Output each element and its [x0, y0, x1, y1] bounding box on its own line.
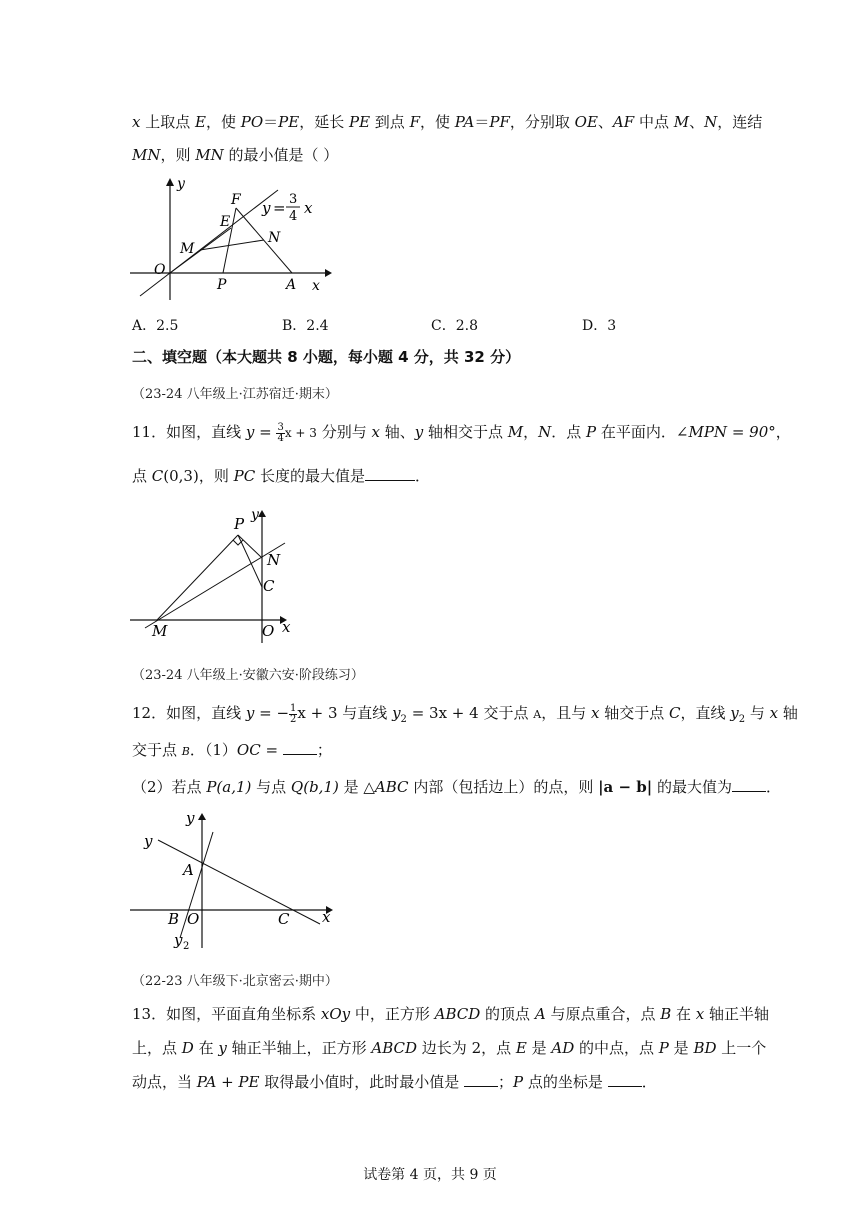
q11-label-P: P — [234, 515, 245, 533]
q10-option-d: D．3 — [582, 318, 617, 334]
q12-text-line1: 12．如图，直线 y = − $\frac{1}{2}$ x + 3 与直线 $y_2 = 3x + 4$ 交于点 A，且与 x 轴交于点 C，直线 $y_2$ 与 x 轴 — [132, 702, 798, 725]
q11-label-x: x — [282, 618, 291, 636]
q10-label-N: N — [268, 230, 281, 246]
q13-text-line3: 动点，当 PA + PE 取得最小值时，此时最小值是 ；P 点的坐标是 ． — [132, 1073, 657, 1091]
q12-source: （23-24 八年级上·安徽六安·阶段练习） — [132, 668, 364, 683]
q10-eq-den: 4 — [289, 209, 298, 224]
q12-label-y-axis: y — [186, 809, 195, 827]
q13-answer-blank-1 — [464, 1072, 498, 1087]
q11-seg-PM — [157, 535, 238, 620]
q10-eq-num: 3 — [289, 192, 298, 207]
q12-label-O: O — [187, 910, 200, 928]
q12-text-line3: （2）若点 P(a,1) 与点 Q(b,1) 是 △ABC 内部（包括边上）的点，则 |a − b| 的最大值为 ． — [132, 778, 782, 796]
q13-text-line1: 13．如图，平面直角坐标系 xOy 中，正方形 ABCD 的顶点 A 与原点重合，点 B 在 x 轴正半轴 — [132, 1005, 770, 1023]
q10-label-M: M — [180, 241, 195, 257]
q12-label-y-line: y — [144, 832, 153, 850]
q12-answer-blank-1 — [283, 740, 317, 755]
q10-line-y34x — [140, 190, 278, 296]
q10-label-x: x — [312, 278, 320, 294]
q11-label-C: C — [263, 577, 275, 595]
q10-figure — [130, 170, 340, 300]
q12-figure — [130, 810, 345, 950]
q12-label-y2-sub: 2 — [183, 941, 190, 952]
q12-label-C: C — [278, 910, 290, 928]
q12-answer-blank-2 — [732, 777, 766, 792]
q11-figure — [130, 505, 310, 645]
q11-text-line1: 11．如图，直线 y = $\frac{3}{4}$ x + 3 分别与 x 轴、y 轴相交于点 M，N．点 P 在平面内．∠MPN = 90°， — [132, 421, 791, 444]
q10-label-F: F — [231, 192, 241, 208]
q13-text-line2: 上，点 D 在 y 轴正半轴上，正方形 ABCD 边长为 2，点 E 是 AD 的中点，点 P 是 BD 上一个 — [132, 1039, 767, 1057]
q11-label-O: O — [262, 622, 275, 640]
section2-title: 二、填空题（本大题共 8 小题，每小题 4 分，共 32 分） — [132, 348, 521, 366]
q11-seg-PN — [238, 535, 262, 558]
q12-label-A: A — [183, 861, 194, 879]
q11-source: （23-24 八年级上·江苏宿迁·期末） — [132, 387, 338, 402]
q10-seg-MN — [200, 240, 264, 250]
q10-text-line2: MN，则 MN 的最小值是（ ） — [132, 146, 339, 164]
q13-answer-blank-2 — [608, 1072, 642, 1087]
q12-line-y1 — [158, 840, 320, 924]
q12-label-y2: y — [174, 931, 183, 949]
q10-option-c: C．2.8 — [431, 318, 478, 334]
q10-option-a: A．2.5 — [132, 318, 179, 334]
q13-source: （22-23 八年级下·北京密云·期中） — [132, 974, 338, 989]
q10-eq-eq: = — [273, 199, 286, 217]
q10-label-y: y — [177, 176, 185, 192]
q10-eq-lhs: y — [262, 199, 271, 217]
q10-option-b: B．2.4 — [282, 318, 329, 334]
q10-label-E: E — [220, 214, 231, 230]
q10-text-line1: x 上取点 E，使 PO＝PE，延长 PE 到点 F，使 PA＝PF，分别取 OE、AF 中点 M、N，连结 — [132, 113, 763, 131]
q10-label-A: A — [286, 277, 297, 293]
q10-label-P: P — [217, 277, 227, 293]
q10-label-O: O — [154, 262, 166, 278]
q11-label-y: y — [251, 507, 259, 523]
q11-label-M: M — [152, 622, 168, 640]
q11-seg-PC — [238, 535, 262, 587]
page-footer: 试卷第 4 页，共 9 页 — [363, 1167, 497, 1183]
q11-text-line2: 点 C(0,3)，则 PC 长度的最大值是 ． — [132, 467, 430, 485]
q12-text-line2: 交于点 B．（1）OC = ； — [132, 741, 332, 759]
q10-eq-x: x — [304, 199, 313, 217]
q12-label-B: B — [168, 910, 180, 928]
q11-label-N: N — [267, 551, 281, 569]
q12-label-x: x — [322, 908, 331, 926]
q11-answer-blank — [365, 466, 415, 481]
